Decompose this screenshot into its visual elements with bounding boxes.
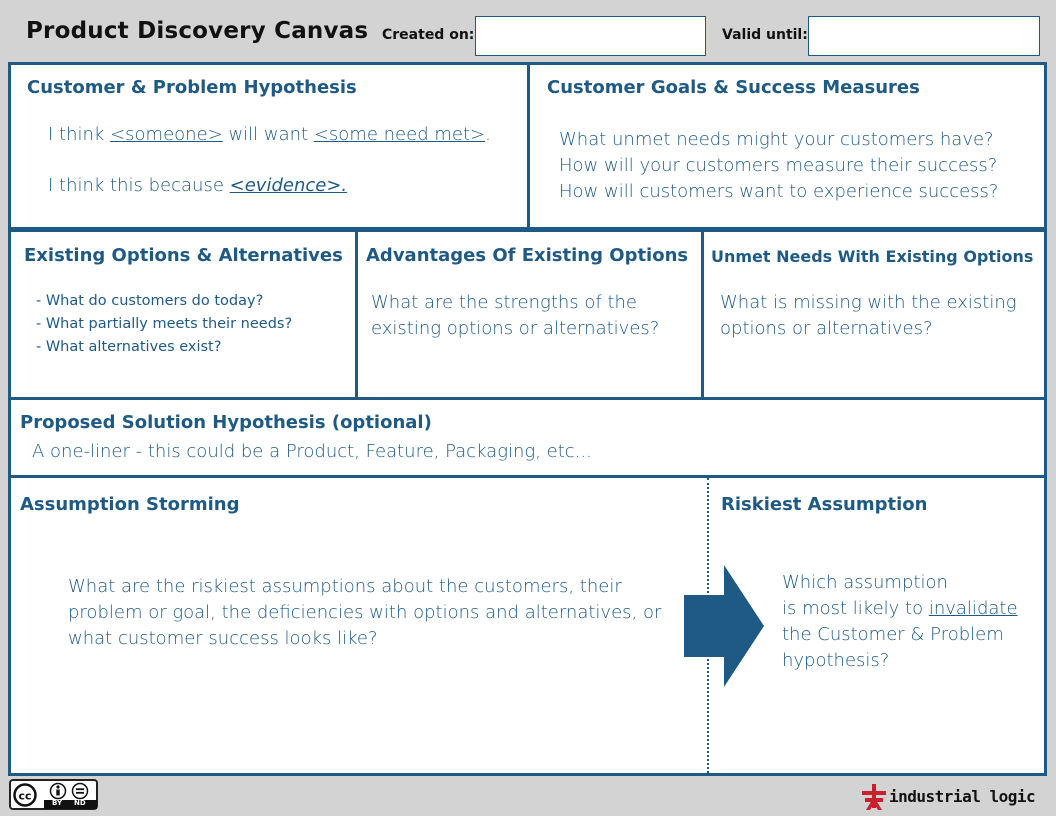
- unmet-needs-heading: Unmet Needs With Existing Options: [711, 247, 1034, 266]
- proposed-solution-heading: Proposed Solution Hypothesis (optional): [20, 412, 432, 433]
- hypothesis-text: will want: [222, 124, 314, 145]
- creative-commons-badge[interactable]: [9, 779, 98, 810]
- industrial-logic-brand: industrial logic: [889, 787, 1036, 806]
- created-on-label: Created on:: [382, 27, 475, 43]
- list-item: - What partially meets their needs?: [36, 316, 293, 332]
- customer-problem-heading: Customer & Problem Hypothesis: [27, 77, 357, 98]
- advantages-heading: Advantages Of Existing Options: [366, 245, 689, 266]
- advantages-prompt: [371, 290, 659, 342]
- goals-prompts: [559, 127, 998, 205]
- prompt-line: What is missing with the existing: [720, 292, 1017, 313]
- license-nd: ND: [74, 799, 86, 807]
- existing-options-list: [36, 290, 292, 359]
- valid-until-label: Valid until:: [722, 27, 808, 43]
- prompt-line: What are the riskiest assumptions about the customers, their: [68, 576, 622, 597]
- license-by: BY: [52, 799, 63, 807]
- prompt-line: the Customer & Problem: [782, 624, 1004, 645]
- goals-prompt: How will customers want to experience success?: [559, 181, 999, 202]
- list-item: - What alternatives exist?: [36, 339, 222, 355]
- prompt-line: existing options or alternatives?: [371, 318, 660, 339]
- list-item: - What do customers do today?: [36, 293, 264, 309]
- goals-prompt: What unmet needs might your customers have?: [559, 129, 994, 150]
- prompt-line: options or alternatives?: [720, 318, 933, 339]
- arrow-right-icon: [684, 565, 766, 687]
- industrial-logic-logo-icon: [861, 784, 887, 810]
- evidence-placeholder: <evidence>.: [229, 175, 348, 196]
- prompt-line: what customer success looks like?: [68, 628, 378, 649]
- svg-text:cc: cc: [18, 789, 32, 803]
- valid-until-field[interactable]: [808, 16, 1040, 56]
- created-on-field[interactable]: [475, 16, 706, 56]
- prompt-line: Which assumption: [782, 572, 948, 593]
- cc-icon: [13, 783, 39, 807]
- page-title: Product Discovery Canvas: [26, 18, 369, 44]
- prompt-line: hypothesis?: [782, 650, 890, 671]
- prompt-text: is most likely to: [782, 598, 929, 619]
- riskiest-assumption-prompt: [782, 570, 1018, 674]
- customer-goals-heading: Customer Goals & Success Measures: [547, 77, 920, 98]
- attribution-icon: [49, 782, 67, 800]
- hypothesis-text: I think this because: [48, 175, 230, 196]
- unmet-needs-prompt: [720, 290, 1017, 342]
- invalidate-emphasis: invalidate: [928, 598, 1018, 619]
- proposed-solution-prompt: A one-liner - this could be a Product, Feature, Packaging, etc...: [32, 441, 592, 462]
- prompt-line: problem or goal, the deficiencies with options and alternatives, or: [68, 602, 662, 623]
- license-strip: [44, 800, 97, 809]
- need-placeholder: <some need met>: [313, 124, 486, 145]
- someone-placeholder: <someone>: [110, 124, 223, 145]
- proposed-solution-section[interactable]: [8, 397, 1047, 478]
- hypothesis-line-2: [48, 173, 347, 199]
- existing-options-heading: Existing Options & Alternatives: [24, 245, 343, 266]
- hypothesis-text: .: [485, 124, 491, 145]
- no-derivatives-icon: [71, 782, 89, 800]
- prompt-line: What are the strengths of the: [371, 292, 638, 313]
- assumption-storming-heading: Assumption Storming: [20, 494, 240, 515]
- hypothesis-line-1: [48, 122, 491, 148]
- prompt-line: [782, 596, 1018, 622]
- hypothesis-text: I think: [48, 124, 111, 145]
- goals-prompt: How will your customers measure their success?: [559, 155, 998, 176]
- riskiest-assumption-heading: Riskiest Assumption: [721, 494, 928, 515]
- assumption-storming-prompt: [68, 574, 661, 652]
